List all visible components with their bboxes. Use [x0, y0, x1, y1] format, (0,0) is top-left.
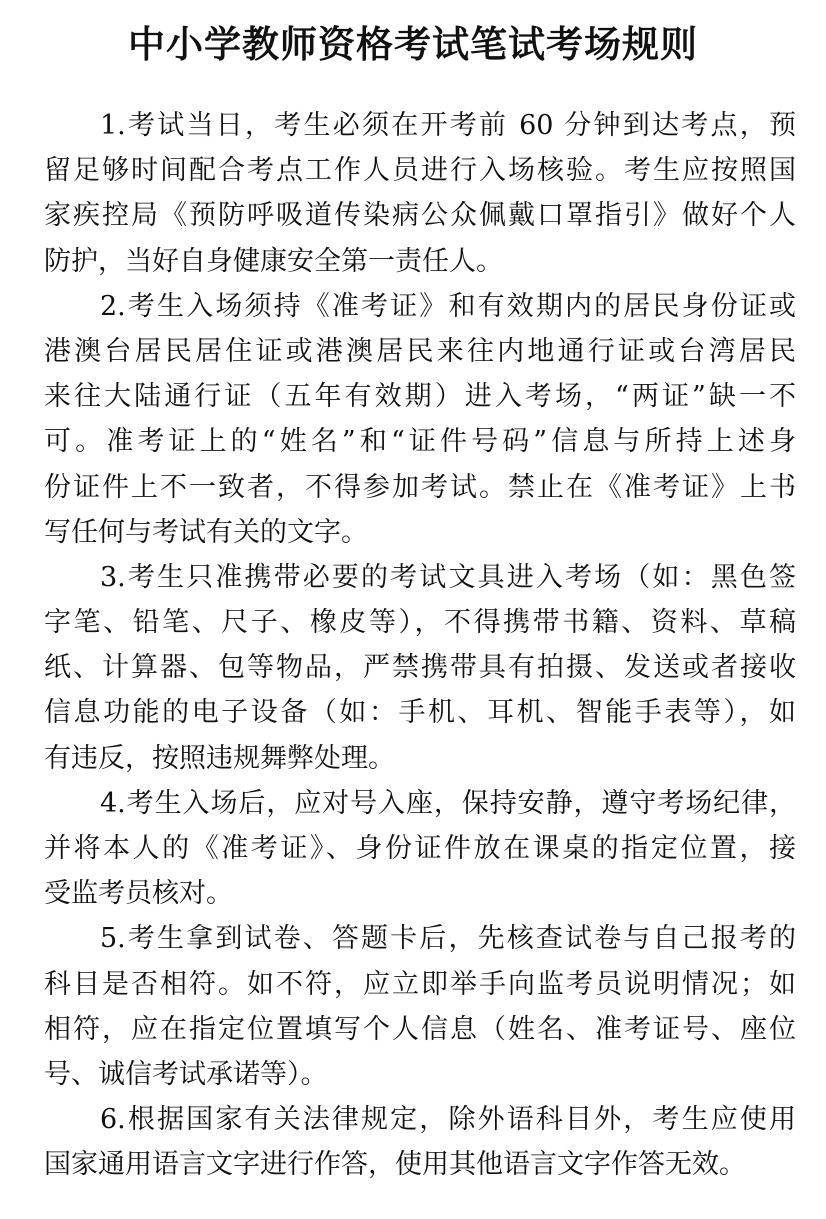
- text-line: 家疾控局《预防呼吸道传染病公众佩戴口罩指引》做好个人: [44, 200, 796, 232]
- text-line: 来往大陆通行证（五年有效期）进入考场，“两证”缺一不: [44, 381, 796, 413]
- text-line: 字笔、铅笔、尺子、橡皮等），不得携带书籍、资料、草稿: [44, 607, 796, 639]
- text-line: 1.考试当日，考生必须在开考前 60 分钟到达考点，预: [100, 110, 796, 141]
- text-line: 有违反，按照违规舞弊处理。: [44, 742, 395, 774]
- rule-paragraph-6: [44, 1097, 796, 1187]
- text-line: 可。准考证上的“姓名”和“证件号码”信息与所持上述身: [44, 426, 796, 458]
- rule-paragraph-4: [44, 781, 796, 917]
- text-line: 港澳台居民居住证或港澳居民来往内地通行证或台湾居民: [44, 335, 796, 367]
- text-line: 国家通用语言文字进行作答，使用其他语言文字作答无效。: [44, 1149, 746, 1181]
- text-line: 5.考生拿到试卷、答题卡后，先核查试卷与自己报考的: [100, 923, 796, 955]
- text-line: 防护，当好自身健康安全第一责任人。: [44, 245, 503, 277]
- rule-paragraph-2: [44, 284, 796, 555]
- text-line: 受监考员核对。: [44, 878, 233, 910]
- rule-paragraph-3: [44, 555, 796, 781]
- rule-paragraph-1: [44, 103, 796, 284]
- text-line: 份证件上不一致者，不得参加考试。禁止在《准考证》上书: [44, 471, 796, 503]
- text-line: 纸、计算器、包等物品，严禁携带具有拍摄、发送或者接收: [44, 652, 796, 684]
- text-line: 写任何与考试有关的文字。: [44, 516, 368, 548]
- text-line: 相符，应在指定位置填写个人信息（姓名、准考证号、座位: [44, 1013, 796, 1045]
- text-line: 3.考生只准携带必要的考试文具进入考场（如：黑色签: [100, 561, 796, 593]
- rules-body: [44, 103, 796, 1188]
- text-line: 6.根据国家有关法律规定，除外语科目外，考生应使用: [100, 1104, 796, 1136]
- text-line: 4.考生入场后，应对号入座，保持安静，遵守考场纪律，: [100, 787, 796, 819]
- text-line: 并将本人的《准考证》、身份证件放在课桌的指定位置，接: [44, 833, 796, 864]
- text-line: 留足够时间配合考点工作人员进行入场核验。考生应按照国: [44, 155, 796, 187]
- text-line: 号、诚信考试承诺等）。: [44, 1058, 328, 1090]
- text-line: 科目是否相符。如不符，应立即举手向监考员说明情况；如: [44, 968, 796, 1000]
- text-line: 信息功能的电子设备（如：手机、耳机、智能手表等），如: [44, 697, 796, 729]
- document-title: 中小学教师资格考试笔试考场规则: [128, 23, 698, 66]
- rule-paragraph-5: [44, 916, 796, 1097]
- text-line: 2.考生入场须持《准考证》和有效期内的居民身份证或: [100, 290, 796, 322]
